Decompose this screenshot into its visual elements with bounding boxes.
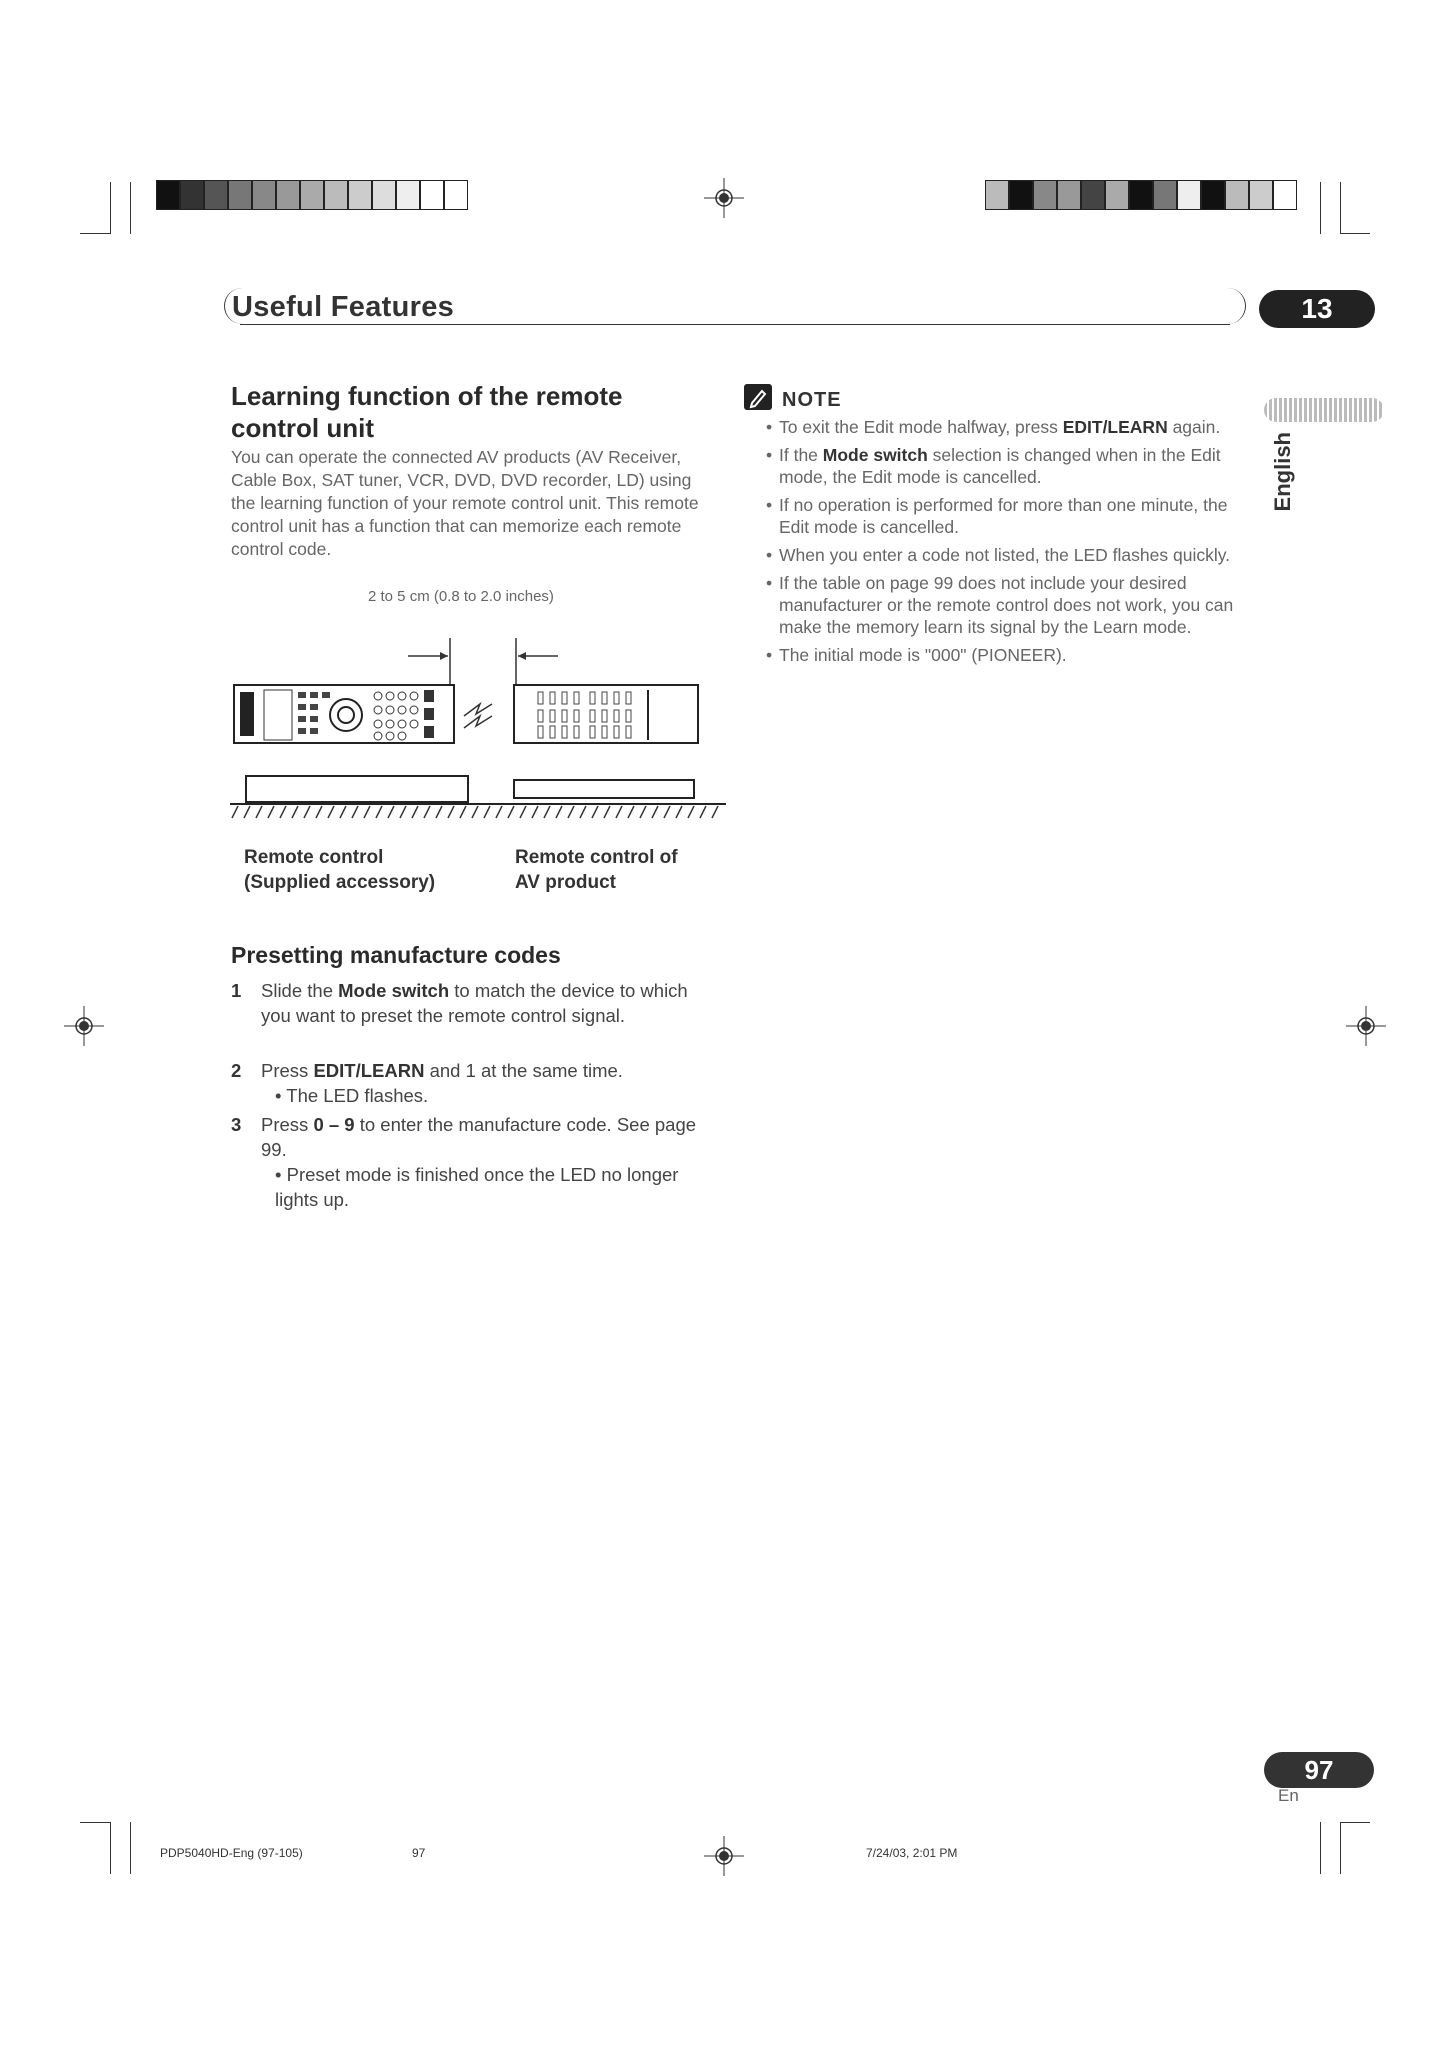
footer-file: PDP5040HD-Eng (97-105) [160,1846,303,1860]
crop-mark [1320,182,1321,234]
language-label: English [1270,432,1295,512]
crop-mark [130,1822,131,1874]
crop-mark [110,182,111,234]
crop-mark [130,182,131,234]
step-1: 1 Slide the Mode switch to match the device to which you want to preset the remote control signal. [231,980,688,1026]
signal-icon [464,704,492,728]
remote-learning-illustration [228,630,728,840]
registration-mark-icon [704,1836,744,1876]
av-remote-icon [514,685,698,743]
crop-mark [1320,1822,1321,1874]
footer-page: 97 [412,1846,426,1860]
registration-mark-icon [704,178,744,218]
crop-mark [1340,1822,1370,1823]
step-3: 3 Press 0 – 9 to enter the manufacture code. See page 99. • Preset mode is finished once the LED no longer lights up. [231,1114,697,1210]
footer-datetime: 7/24/03, 2:01 PM [866,1846,958,1860]
note-item: • To exit the Edit mode halfway, press EDIT/LEARN again. [766,416,1246,438]
supplied-remote-icon [234,685,454,743]
page-language-code: En [1278,1786,1299,1805]
note-item: • If no operation is performed for more than one minute, the Edit mode is cancelled. [766,494,1246,538]
distance-label: 2 to 5 cm (0.8 to 2.0 inches) [368,588,554,605]
note-list [766,416,1246,672]
note-pencil-icon [744,384,772,410]
note-title: NOTE [782,389,842,411]
chapter-badge: 13 [1259,290,1375,328]
crop-mark [80,1822,110,1823]
note-item: • The initial mode is "000" (PIONEER). [766,644,1246,666]
header-rule [240,324,1230,325]
color-bar-right [985,180,1297,210]
step-2: 2 Press EDIT/LEARN and 1 at the same time. • The LED flashes. [231,1060,623,1106]
note-item: • If the table on page 99 does not include your desired manufacturer or the remote control does not work, you can make the memory learn its signal by the Learn mode. [766,572,1246,638]
presetting-title: Presetting manufacture codes [231,942,561,968]
note-item: • When you enter a code not listed, the LED flashes quickly. [766,544,1246,566]
crop-mark [1340,1822,1341,1874]
crop-mark [80,233,110,234]
registration-mark-icon [64,1006,104,1046]
caption-supplied-remote: Remote control (Supplied accessory) [244,847,436,893]
caption-av-remote: Remote control of AV product [515,847,678,893]
chapter-title: Useful Features [232,291,455,323]
page-number-badge: 97 [1264,1752,1374,1788]
crop-mark [1340,182,1341,234]
note-item: • If the Mode switch selection is changed when in the Edit mode, the Edit mode is cancelled. [766,444,1246,488]
crop-mark [1340,233,1370,234]
color-bar-left [156,180,468,210]
section-intro: You can operate the connected AV products (AV Receiver, Cable Box, SAT tuner, VCR, DVD, DVD recorder, LD) using the learning function of your remote control unit. This remote control unit has a function that can memorize each remote control code. [231,447,699,559]
language-tab [1264,398,1384,422]
crop-mark [110,1822,111,1874]
registration-mark-icon [1346,1006,1386,1046]
section-title: Learning function of the remote control unit [231,381,623,443]
